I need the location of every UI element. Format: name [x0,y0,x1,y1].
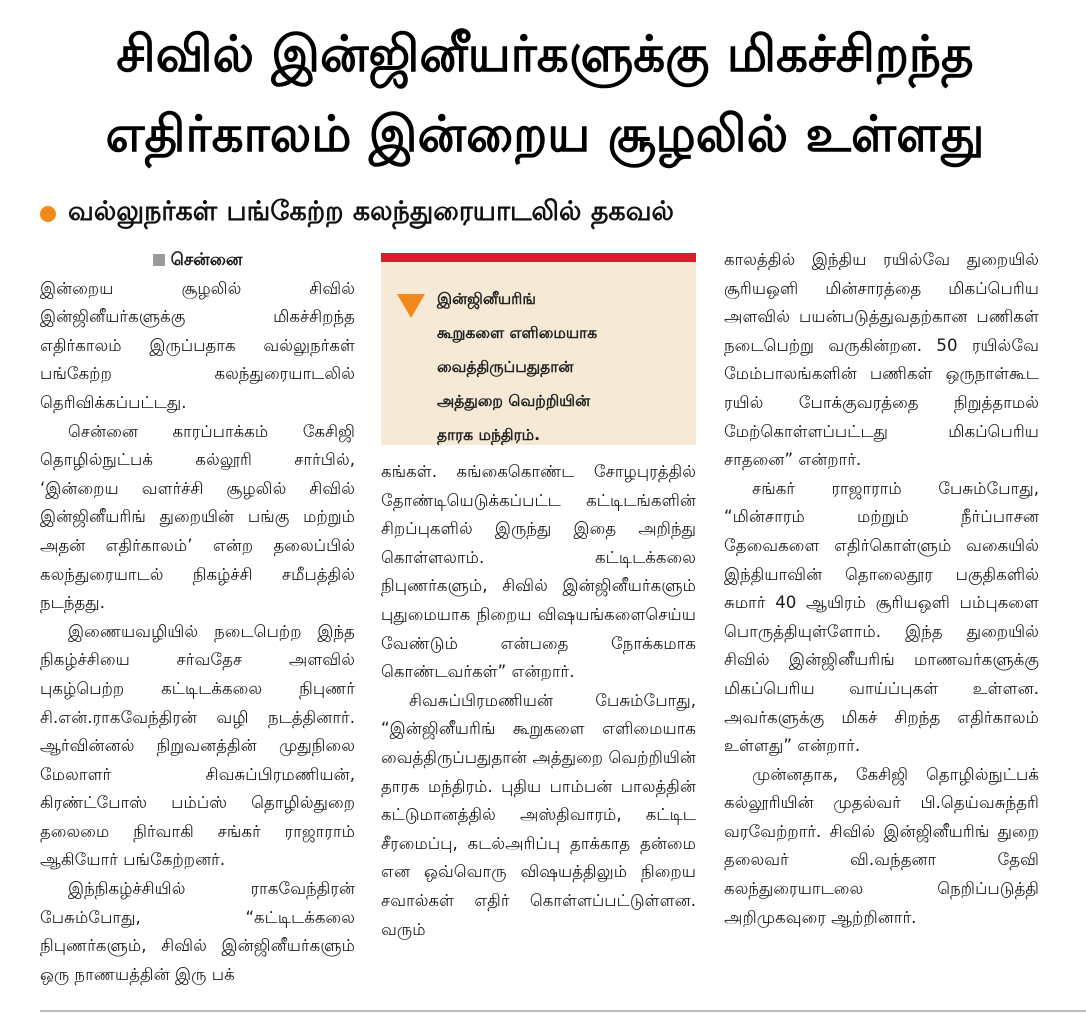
paragraph: இந்நிகழ்ச்சியில் ராகவேந்திரன் பேசும்போது, “கட்டிடக்கலை நிபுணர்களும், சிவில் இன்ஜினீயர்களும் ஒரு நாணயத்தின் இரு பக் [40,879,355,984]
pull-quote-line: இன்ஜினீயரிங் [437,290,536,308]
pull-quote-line: வைத்திருப்பதுதான் [437,358,574,376]
paragraph: முன்னதாக, கேசிஜி தொழில்நுட்பக் கல்லூரியின் முதல்வர் பி.தெய்வசுந்தரி வரவேற்றார். சிவில் இன்ஜினீயரிங் துறை தலைவர் வி.வந்தனா தேவி கலந்துரையாடலை நெறிப்படுத்தி அறிமுகவுரை ஆற்றினார். [724,764,1039,927]
article-column-2 [381,458,696,944]
square-marker-icon [153,254,165,266]
headline [20,14,1070,174]
paragraph: சென்னை காரப்பாக்கம் கேசிஜி தொழில்நுட்பக் கல்லூரி சார்பில், ‘இன்றைய வளர்ச்சி சூழலில் சிவில் இன்ஜினீயரிங் துறையின் பங்கு மற்றும் அதன் எதிர்காலம்’ என்ற தலைப்பில் கலந்துரையாடல் நிகழ்ச்சி சமீபத்தில் நடந்தது. [40,421,355,613]
triangle-marker-icon [397,294,425,318]
pull-quote-box [381,253,696,445]
paragraph: சங்கர் ராஜாராம் பேசும்போது, “மின்சாரம் மற்றும் நீர்ப்பாசன தேவைகளை எதிர்கொள்ளும் வகையில் இந்தியாவின் தொலைதூர பகுதிகளில் சுமார் 40 ஆயிரம் சூரியஒளி பம்புகளை பொருத்தியுள்ளோம். இந்த துறையில் சிவில் இன்ஜினீயரிங் மாணவர்களுக்கு மிகப்பெரிய வாய்ப்புகள் உள்ளன. அவர்களுக்கு மிகச் சிறந்த எதிர்காலம் உள்ளது” என்றார். [724,478,1039,756]
bottom-divider [40,1010,1086,1012]
paragraph: கங்கள். கங்கைகொண்ட சோழபுரத்தில் தோண்டியெடுக்கப்பட்ட கட்டிடங்களின் சிறப்புகளில் இருந்து இதை அறிந்து கொள்ளலாம். கட்டிடக்கலை நிபுணர்களும், சிவில் இன்ஜினீயர்களும் புதுமையாக நிறைய விஷயங்களைசெய்ய வேண்டும் என்பதை நோக்கமாக கொண்டவர்கள்” என்றார். [381,462,696,682]
paragraph: காலத்தில் இந்திய ரயில்வே துறையில் சூரியஒளி மின்சாரத்தை மிகப்பெரிய அளவில் பயன்படுத்துவதற்கான பணிகள் நடைபெற்று வருகின்றன. 50 ரயில்வே மேம்பாலங்களின் பணிகள் ஒருநாள்கூட ரயில் போக்குவரத்தை நிறுத்தாமல் மேற்கொள்ளப்பட்டது மிகப்பெரிய சாதனை” என்றார். [724,250,1039,470]
pull-quote-line: கூறுகளை எளிமையாக [437,324,598,342]
subheading [40,196,1060,231]
pull-quote-line: அத்துறை வெற்றியின் [437,392,591,410]
article-column-1 [40,246,355,989]
paragraph: சிவசுப்பிரமணியன் பேசும்போது, “இன்ஜினீயரிங் கூறுகளை எளிமையாக வைத்திருப்பதுதான் அத்துறை வெற்றியின் தாரக மந்திரம். புதிய பாம்பன் பாலத்தின் கட்டுமானத்தில் அஸ்திவாரம், கட்டிட சீரமைப்பு, கடல்அரிப்பு தாக்காத தன்மை என ஒவ்வொரு விஷயத்திலும் நிறைய சவால்கள் எதிர் கொள்ளப்பட்டுள்ளன. வரும் [381,690,696,939]
orange-bullet-icon [40,206,56,222]
subheading-text: வல்லுநர்கள் பங்கேற்ற கலந்துரையாடலில் தகவல் [68,196,674,227]
headline-line-1: சிவில் இன்ஜினீயர்களுக்கு மிகச்சிறந்த [116,25,974,83]
article-column-3 [724,246,1039,932]
dateline-text: சென்னை [170,250,243,270]
headline-line-2: எதிர்காலம் இன்றைய சூழலில் உள்ளது [105,105,985,163]
paragraph: இணையவழியில் நடைபெற்ற இந்த நிகழ்ச்சியை சர்வதேச அளவில் புகழ்பெற்ற கட்டிடக்கலை நிபுணர் சி.என்.ராகவேந்திரன் வழி நடத்தினார். ஆர்வின்னல் நிறுவனத்தின் முதுநிலை மேலாளர் சிவசுப்பிரமணியன், கிரண்ட்போஸ் பம்ப்ஸ் தொழில்துறை தலைமை நிர்வாகி சங்கர் ராஜாராம் ஆகியோர் பங்கேற்றனர். [40,621,355,870]
paragraph: இன்றைய சூழலில் சிவில் இன்ஜினீயர்களுக்கு மிகச்சிறந்த எதிர்காலம் இருப்பதாக வல்லுநர்கள் பங்கேற்ற கலந்துரையாடலில் தெரிவிக்கப்பட்டது. [40,278,355,412]
pull-quote-line: தாரக மந்திரம். [437,426,540,444]
pull-quote-text [437,282,677,452]
dateline [40,246,355,275]
